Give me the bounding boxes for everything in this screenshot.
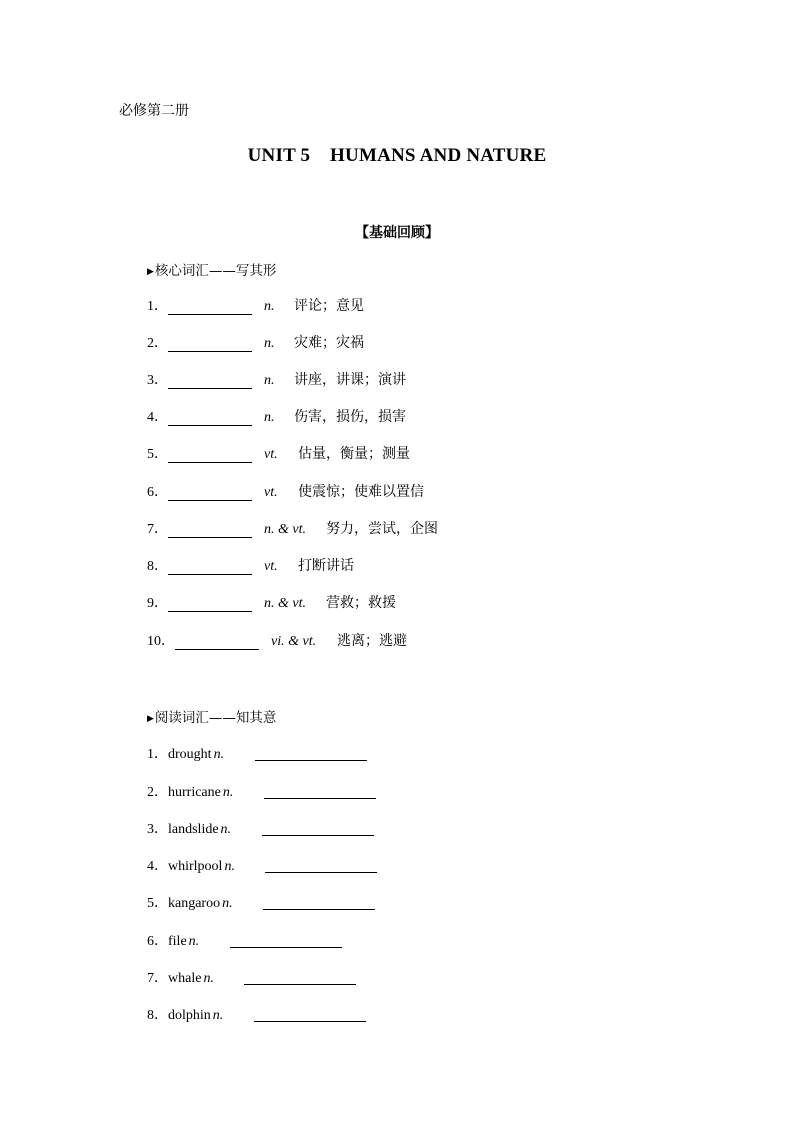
part-of-speech: n. [188, 934, 200, 949]
part-of-speech: n. & vt. [264, 522, 306, 537]
part-of-speech: vt. [264, 559, 278, 574]
answer-blank[interactable] [168, 411, 252, 426]
word-meaning: 逃离；逃避 [337, 633, 407, 649]
unit-title: UNIT 5 HUMANS AND NATURE [247, 145, 547, 166]
core-vocab-item [147, 481, 424, 501]
vocab-word: file [168, 934, 187, 949]
item-number: 5． [147, 896, 168, 911]
answer-blank[interactable] [168, 486, 252, 501]
item-number: 6． [147, 934, 168, 949]
part-of-speech: n. [264, 299, 275, 314]
part-of-speech: n. [213, 747, 225, 762]
part-of-speech: n. [264, 373, 275, 388]
core-vocab-item [147, 630, 407, 650]
reading-vocab-item [147, 818, 407, 838]
part-of-speech: n. [264, 336, 275, 351]
word-meaning: 努力，尝试，企图 [326, 521, 438, 537]
answer-blank[interactable] [168, 374, 252, 389]
triangle-bullet-icon: ▶ [147, 267, 154, 277]
core-vocab-title: 核心词汇——写其形 [154, 263, 277, 279]
reading-vocab-item [147, 1004, 407, 1024]
vocab-word: dolphin [168, 1008, 211, 1023]
part-of-speech: n. [222, 896, 233, 911]
answer-blank[interactable] [262, 821, 374, 836]
vocab-word: whirlpool [168, 859, 223, 874]
reading-vocab-item [147, 855, 407, 875]
word-meaning: 评论；意见 [294, 298, 364, 314]
answer-blank[interactable] [263, 895, 375, 910]
part-of-speech: vt. [264, 447, 278, 462]
answer-blank[interactable] [168, 337, 252, 352]
part-of-speech: n. [212, 1008, 224, 1023]
core-vocab-item [147, 369, 406, 389]
vocab-word: landslide [168, 822, 219, 837]
item-number: 8． [147, 1008, 168, 1023]
section-title: 【基础回顾】 [355, 225, 439, 241]
item-number: 1． [147, 747, 168, 762]
word-meaning: 营救；救援 [326, 595, 396, 611]
core-vocab-item [147, 518, 438, 538]
reading-vocab-item [147, 781, 407, 801]
word-meaning: 伤害，损伤，损害 [294, 409, 406, 425]
answer-blank[interactable] [264, 784, 376, 799]
item-number: 5． [147, 447, 168, 462]
vocab-word: whale [168, 971, 202, 986]
vocab-word: drought [168, 747, 212, 762]
answer-blank[interactable] [255, 746, 367, 761]
reading-vocab-item [147, 743, 407, 763]
core-vocab-heading [147, 259, 276, 279]
answer-blank[interactable] [175, 635, 259, 650]
core-vocab-item [147, 592, 396, 612]
triangle-bullet-icon: ▶ [147, 714, 154, 724]
answer-blank[interactable] [168, 560, 252, 575]
word-meaning: 讲座，讲课；演讲 [294, 372, 406, 388]
answer-blank[interactable] [265, 858, 377, 873]
item-number: 4． [147, 859, 168, 874]
item-number: 7． [147, 971, 168, 986]
reading-vocab-item [147, 892, 407, 912]
answer-blank[interactable] [254, 1007, 366, 1022]
word-meaning: 估量，衡量；测量 [298, 446, 410, 462]
item-number: 3． [147, 822, 168, 837]
part-of-speech: n. [222, 785, 234, 800]
part-of-speech: n. & vt. [264, 596, 306, 611]
book-label: 必修第二册 [119, 103, 189, 119]
item-number: 8． [147, 559, 168, 574]
word-meaning: 灾难；灾祸 [294, 335, 364, 351]
core-vocab-item [147, 406, 406, 426]
answer-blank[interactable] [168, 300, 252, 315]
answer-blank[interactable] [168, 597, 252, 612]
part-of-speech: n. [220, 822, 232, 837]
part-of-speech: n. [224, 859, 235, 874]
reading-vocab-heading [147, 706, 276, 726]
word-meaning: 使震惊；使难以置信 [298, 484, 424, 500]
reading-vocab-item [147, 930, 407, 950]
item-number: 10． [147, 634, 175, 649]
core-vocab-item [147, 332, 364, 352]
reading-vocab-item [147, 967, 407, 987]
part-of-speech: n. [203, 971, 214, 986]
item-number: 9． [147, 596, 168, 611]
vocab-word: kangaroo [168, 896, 221, 911]
core-vocab-item [147, 443, 410, 463]
answer-blank[interactable] [168, 523, 252, 538]
reading-vocab-title: 阅读词汇——知其意 [154, 710, 277, 726]
answer-blank[interactable] [230, 933, 342, 948]
item-number: 1． [147, 299, 168, 314]
core-vocab-item [147, 555, 354, 575]
vocab-word: hurricane [168, 785, 221, 800]
item-number: 7． [147, 522, 168, 537]
item-number: 4． [147, 410, 168, 425]
item-number: 2． [147, 336, 168, 351]
word-meaning: 打断讲话 [298, 558, 354, 574]
part-of-speech: vi. & vt. [271, 634, 317, 649]
part-of-speech: n. [264, 410, 275, 425]
answer-blank[interactable] [244, 970, 356, 985]
core-vocab-item [147, 295, 364, 315]
answer-blank[interactable] [168, 448, 252, 463]
item-number: 3． [147, 373, 168, 388]
part-of-speech: vt. [264, 485, 278, 500]
item-number: 6． [147, 485, 168, 500]
item-number: 2． [147, 785, 168, 800]
